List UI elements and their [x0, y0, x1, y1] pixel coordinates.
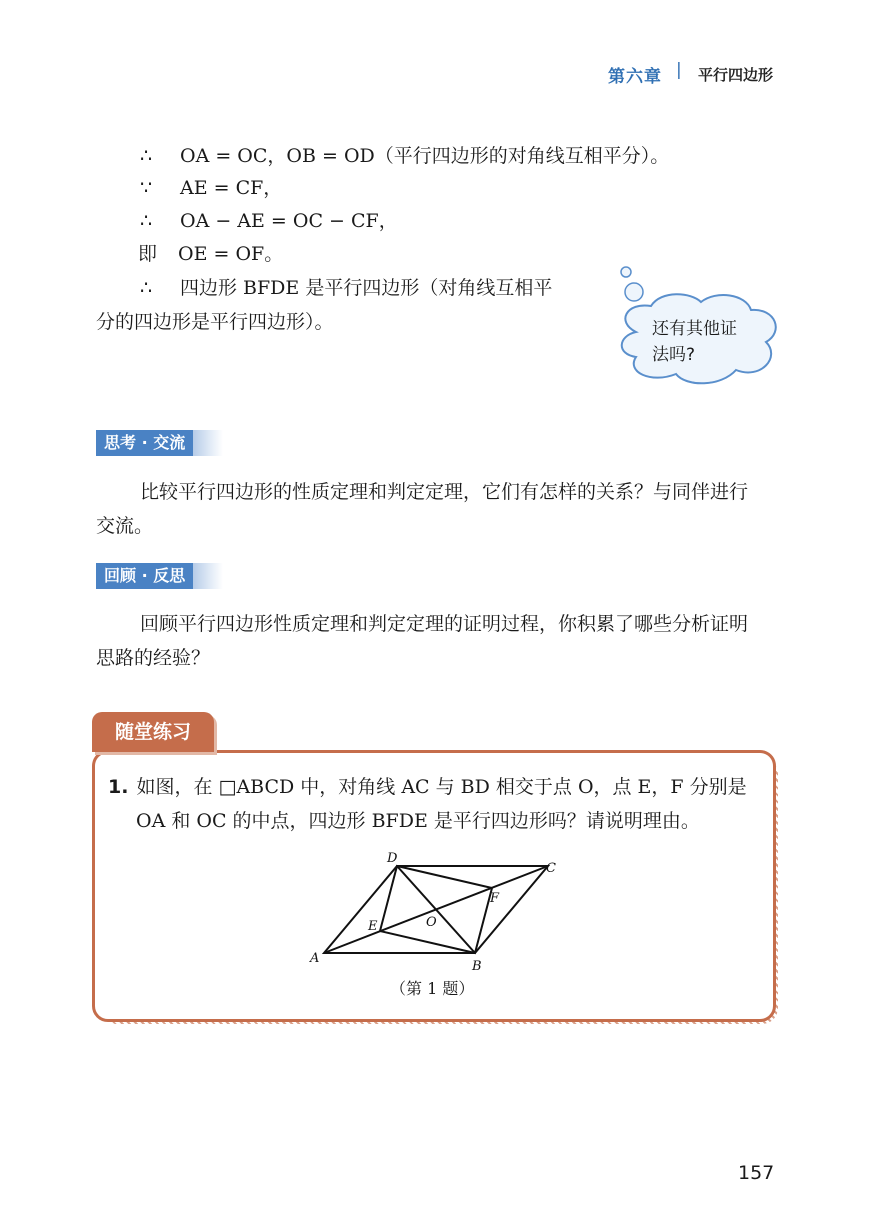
review-paragraph-line-1: 回顾平行四边形性质定理和判定定理的证明过程，你积累了哪些分析证明: [140, 613, 749, 635]
exercise-tab: 随堂练习: [92, 712, 214, 752]
think-discuss-label: 思考 · 交流: [96, 430, 193, 456]
review-paragraph-line-2: 思路的经验？: [96, 647, 211, 669]
exercise-number: 1.: [108, 776, 129, 798]
proof-line-2: [140, 176, 282, 200]
therefore-symbol: ∴: [140, 210, 153, 232]
label-f: F: [490, 891, 500, 906]
page-number: 157: [738, 1162, 775, 1184]
proof-line-4: [138, 242, 283, 266]
therefore-symbol: ∴: [140, 277, 153, 299]
think-paragraph-line-1: 比较平行四边形的性质定理和判定定理，它们有怎样的关系？与同伴进行: [140, 481, 749, 503]
think-discuss-badge: [96, 430, 223, 456]
label-d: D: [387, 851, 398, 866]
proof-line-1: [140, 144, 669, 168]
badge-fade: [193, 430, 223, 456]
label-o: O: [426, 915, 437, 930]
exercise-question-line-1: [108, 770, 748, 804]
namely-word: 即: [138, 243, 158, 265]
cloud-text: [652, 316, 762, 368]
proof-text-2: AE = CF，: [180, 177, 283, 199]
figure-caption: （第 1 题）: [390, 979, 475, 998]
cloud-text-line-2: 法吗?: [652, 345, 696, 365]
label-c: C: [546, 861, 556, 876]
think-paragraph-line-2: 交流。: [96, 515, 154, 537]
diagonal-bd: [397, 866, 475, 953]
because-symbol: ∵: [140, 177, 153, 199]
chapter-number: 第六章: [608, 67, 662, 87]
proof-line-6: 分的四边形是平行四边形）。: [96, 311, 334, 333]
label-e: E: [368, 919, 378, 934]
proof-line-5: [140, 276, 552, 300]
cloud-text-line-1: 还有其他证: [652, 319, 737, 339]
review-reflect-badge: [96, 563, 223, 589]
badge-fade: [193, 563, 223, 589]
chapter-separator: |: [676, 60, 682, 80]
therefore-symbol: ∴: [140, 145, 153, 167]
exercise-question: [108, 770, 748, 838]
proof-text-1: OA = OC，OB = OD（平行四边形的对角线互相平分）。: [180, 145, 670, 167]
exercise-line-1: 如图，在 □ABCD 中，对角线 AC 与 BD 相交于点 O，点 E，F 分别是: [136, 776, 747, 798]
proof-text-4: OE = OF。: [178, 243, 284, 265]
proof-line-3: [140, 209, 398, 233]
chapter-title: 平行四边形: [698, 66, 774, 84]
label-b: B: [472, 959, 482, 974]
label-a: A: [310, 951, 320, 966]
proof-text-5: 四边形 BFDE 是平行四边形（对角线互相平: [180, 277, 553, 299]
parallelogram-figure: [300, 848, 580, 978]
proof-text-3: OA − AE = OC − CF，: [180, 210, 398, 232]
exercise-line-2: OA 和 OC 的中点，四边形 BFDE 是平行四边形吗？请说明理由。: [136, 810, 700, 832]
review-reflect-label: 回顾 · 反思: [96, 563, 193, 589]
